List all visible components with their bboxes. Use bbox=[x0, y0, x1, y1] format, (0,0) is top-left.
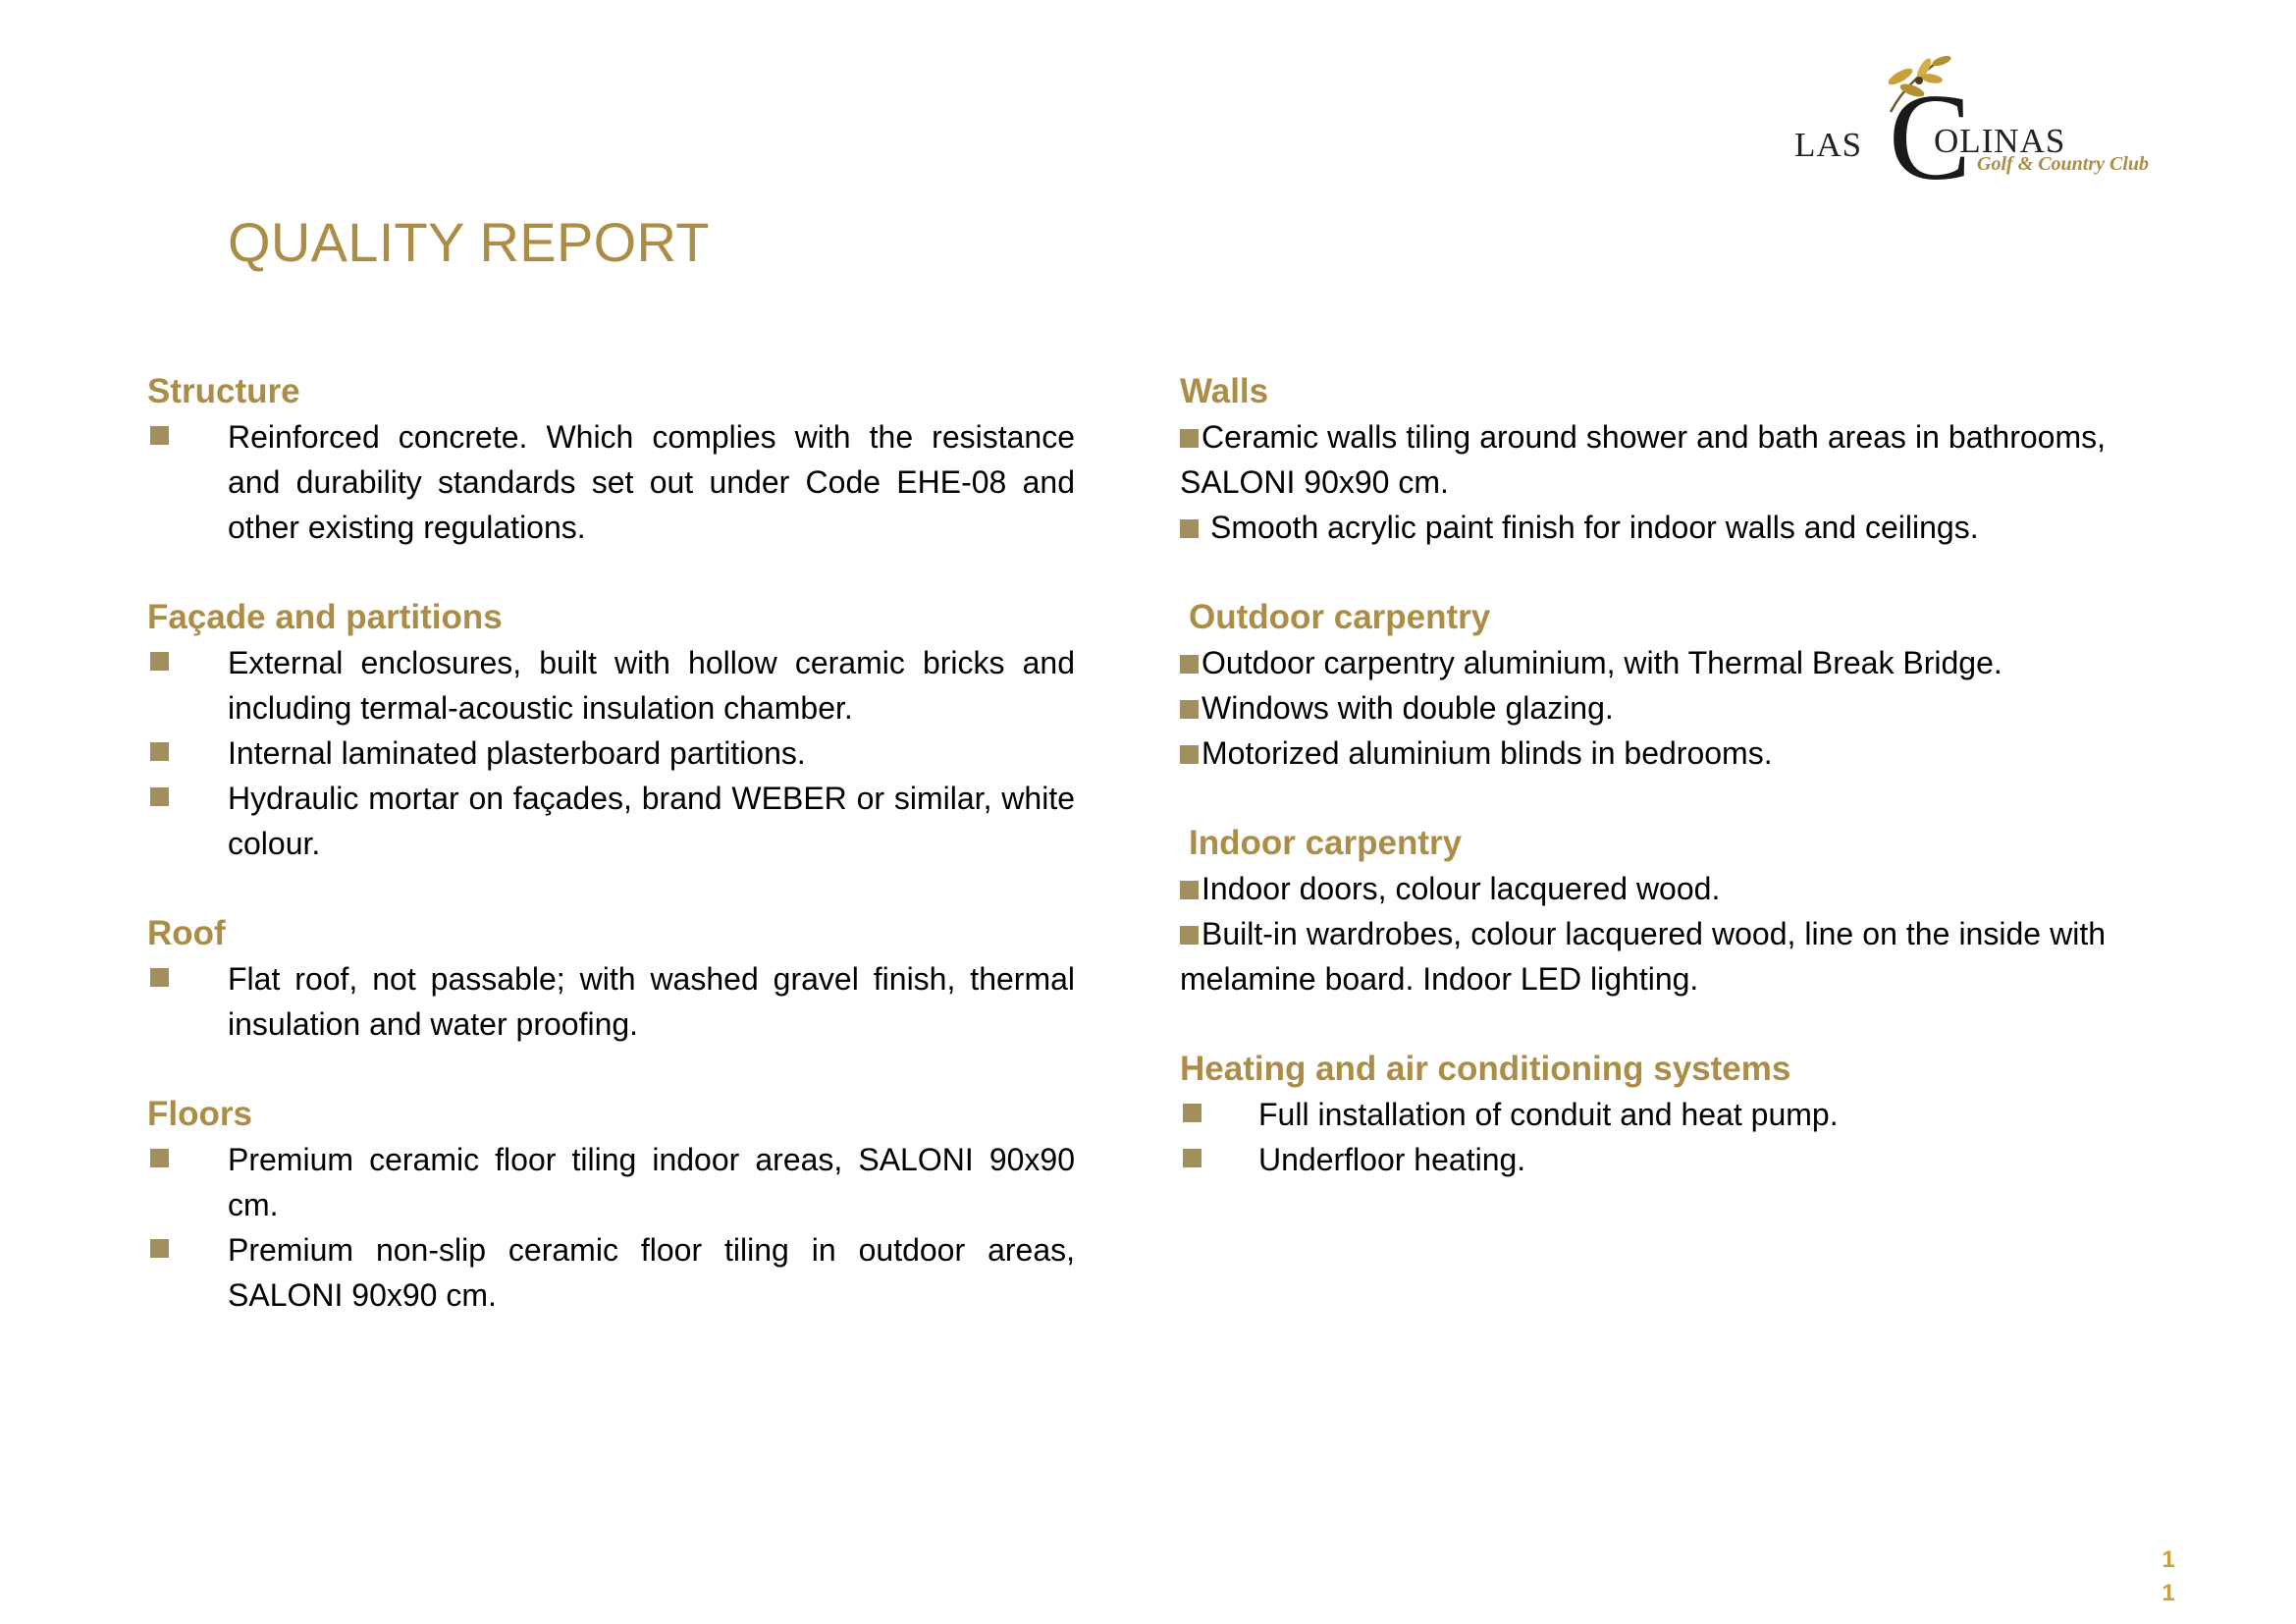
square-bullet-icon bbox=[1183, 1149, 1201, 1167]
square-bullet-icon bbox=[150, 1149, 169, 1167]
section-title: Heating and air conditioning systems bbox=[1180, 1050, 1791, 1088]
item-text: External enclosures, built with hollow ceramic bricks and including termal-acoustic insulation chamber. bbox=[228, 645, 1075, 726]
item-text: Built-in wardrobes, colour lacquered wood, line on the inside with melamine board. Indoor LED lighting. bbox=[1180, 916, 2106, 997]
item-text: Smooth acrylic paint finish for indoor walls and ceilings. bbox=[1210, 510, 1979, 545]
logo-tagline: Golf & Country Club bbox=[1977, 153, 2150, 175]
list-item bbox=[1180, 731, 2106, 776]
list-item bbox=[1180, 685, 2106, 731]
square-bullet-icon bbox=[150, 787, 169, 806]
item-text: Premium non-slip ceramic floor tiling in outdoor areas, SALONI 90x90 cm. bbox=[228, 1232, 1075, 1313]
item-text: Premium ceramic floor tiling indoor areas, SALONI 90x90 cm. bbox=[228, 1142, 1075, 1222]
list-item bbox=[1180, 505, 2106, 550]
list-item bbox=[147, 414, 1075, 550]
square-bullet-icon bbox=[1180, 655, 1199, 674]
list-item bbox=[1180, 1092, 2106, 1137]
square-bullet-icon bbox=[150, 742, 169, 761]
left-column bbox=[147, 369, 1075, 1363]
item-text: Hydraulic mortar on façades, brand WEBER or similar, white colour. bbox=[228, 781, 1075, 861]
square-bullet-icon bbox=[1180, 881, 1199, 899]
logo-las: LAS bbox=[1794, 126, 1863, 164]
square-bullet-icon bbox=[1180, 745, 1199, 764]
list-item bbox=[147, 776, 1075, 866]
square-bullet-icon bbox=[1180, 926, 1199, 945]
square-bullet-icon bbox=[1180, 429, 1199, 448]
list-item bbox=[147, 731, 1075, 776]
section-title: Roof bbox=[147, 914, 226, 952]
item-text: Motorized aluminium blinds in bedrooms. bbox=[1201, 735, 1773, 771]
section-title: Indoor carpentry bbox=[1189, 824, 1463, 862]
list-item bbox=[1180, 866, 2106, 911]
item-text: Reinforced concrete. Which complies with the resistance and durability standards set out under Code EHE-08 and other existing regulations. bbox=[228, 419, 1075, 545]
square-bullet-icon bbox=[150, 652, 169, 671]
logo-olinas: OLINAS bbox=[1934, 122, 2066, 160]
section-outdoor-carpentry bbox=[1180, 595, 2106, 776]
square-bullet-icon bbox=[150, 968, 169, 987]
square-bullet-icon bbox=[150, 1239, 169, 1258]
list-item bbox=[147, 1227, 1075, 1318]
logo-big-c: C bbox=[1889, 70, 1972, 194]
item-text: Internal laminated plasterboard partitions. bbox=[228, 735, 806, 771]
item-text: Ceramic walls tiling around shower and bath areas in bathrooms, SALONI 90x90 cm. bbox=[1180, 419, 2106, 500]
item-text: Full installation of conduit and heat pump. bbox=[1258, 1097, 1839, 1132]
section-title: Walls bbox=[1180, 372, 1269, 410]
page-number-line-2: 1 bbox=[2162, 1580, 2175, 1606]
list-item bbox=[1180, 414, 2106, 505]
item-text: Underfloor heating. bbox=[1258, 1142, 1526, 1177]
item-text: Flat roof, not passable; with washed gravel finish, thermal insulation and water proofing. bbox=[228, 961, 1075, 1042]
page-number-line-1: 1 bbox=[2162, 1546, 2175, 1573]
item-text: Windows with double glazing. bbox=[1201, 690, 1614, 726]
section-title: Outdoor carpentry bbox=[1189, 598, 1491, 636]
section-floors bbox=[147, 1092, 1075, 1318]
section-indoor-carpentry bbox=[1180, 821, 2106, 1001]
las-colinas-logo bbox=[1794, 47, 2207, 194]
section-structure bbox=[147, 369, 1075, 550]
page-title: QUALITY REPORT bbox=[228, 211, 710, 273]
list-item bbox=[1180, 1137, 2106, 1182]
list-item bbox=[147, 1137, 1075, 1227]
list-item bbox=[1180, 640, 2106, 685]
section-title: Floors bbox=[147, 1095, 252, 1133]
square-bullet-icon bbox=[1180, 700, 1199, 719]
list-item bbox=[147, 956, 1075, 1047]
list-item bbox=[147, 640, 1075, 731]
section-roof bbox=[147, 911, 1075, 1047]
item-text: Outdoor carpentry aluminium, with Thermal Break Bridge. bbox=[1201, 645, 2002, 680]
square-bullet-icon bbox=[1183, 1104, 1201, 1122]
section-walls bbox=[1180, 369, 2106, 550]
section-heating bbox=[1180, 1047, 2106, 1182]
section-facade bbox=[147, 595, 1075, 866]
list-item bbox=[1180, 911, 2106, 1001]
square-bullet-icon bbox=[150, 426, 169, 445]
item-text: Indoor doors, colour lacquered wood. bbox=[1201, 871, 1721, 906]
square-bullet-icon bbox=[1180, 519, 1199, 538]
right-column bbox=[1180, 369, 2106, 1227]
page-number bbox=[2159, 1543, 2178, 1610]
section-title: Structure bbox=[147, 372, 300, 410]
section-title: Façade and partitions bbox=[147, 598, 503, 636]
